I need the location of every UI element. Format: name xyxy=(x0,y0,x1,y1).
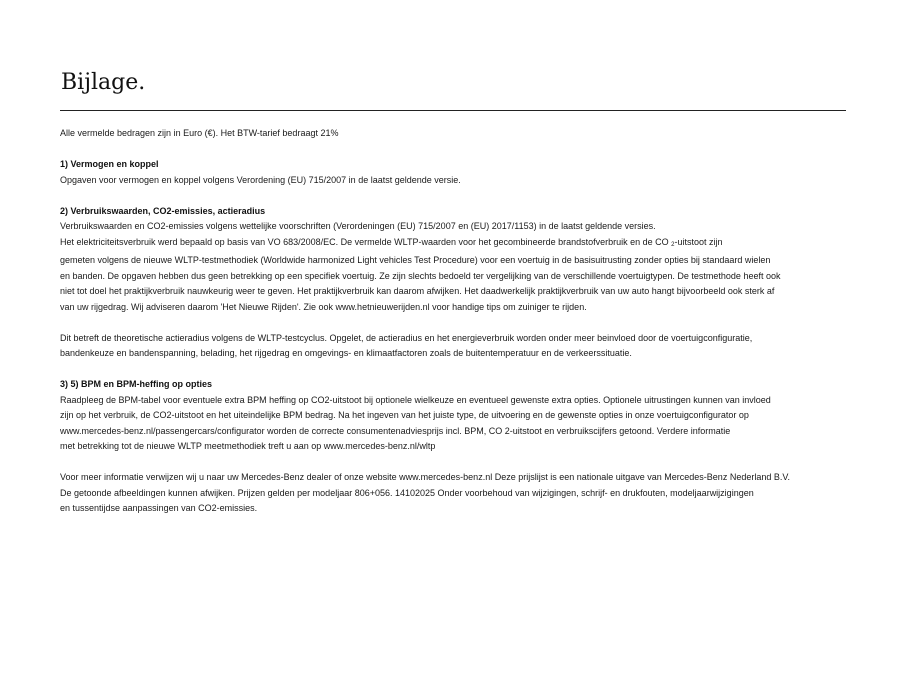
page-title: Bijlage. xyxy=(61,70,146,95)
section-3-line: met betrekking tot de nieuwe WLTP meetmethodiek treft u aan op www.mercedes-benz.nl/wltp xyxy=(60,441,436,451)
section-3-heading: 3) 5) BPM en BPM-heffing op opties xyxy=(60,379,212,389)
section-2-line: van uw rijgedrag. Wij adviseren daarom 'Het Nieuwe Rijden'. Zie ook www.hetnieuwerijden.nl voor handige tips om zuiniger te rijden. xyxy=(60,301,587,312)
section-2-range-line: bandenkeuze en bandenspanning, belading, het rijgedrag en omgevings- en klimaatfactoren zoals de buitentemperatuur en de verkeerssituatie. xyxy=(60,348,632,358)
section-2-range-line: Dit betreft de theoretische actieradius volgens de WLTP-testcyclus. Opgelet, de actieradius en het energieverbruik worden onder meer beinvloed door de voertuigconfiguratie, xyxy=(60,332,753,343)
section-1-heading: 1) Vermogen en koppel xyxy=(60,159,159,169)
section-1-line: Opgaven voor vermogen en koppel volgens Verordening (EU) 715/2007 in de laatst geldende versie. xyxy=(60,174,461,185)
spacer xyxy=(60,315,850,331)
footer-line: en tussentijdse aanpassingen van CO2-emissies. xyxy=(60,503,258,513)
spacer xyxy=(60,188,850,204)
subscript: 2 xyxy=(671,241,675,248)
title-divider xyxy=(60,110,846,111)
spacer xyxy=(60,455,850,471)
spacer xyxy=(60,362,850,378)
document-body xyxy=(60,126,850,517)
section-2-line: Verbruikswaarden en CO2-emissies volgens wettelijke voorschriften (Verordeningen (EU) 715/2007 en (EU) 2017/1153) in de laatst geldende versies. xyxy=(60,221,656,231)
spacer xyxy=(60,142,850,158)
text-fragment: Het elektriciteitsverbruik werd bepaald op basis van VO 683/2008/EC. De vermelde WLTP-waarden voor het gecombineerde brandstofverbruik en de CO xyxy=(60,236,672,247)
section-2-heading: 2) Verbruikswaarden, CO2-emissies, actieradius xyxy=(60,205,266,216)
text-fragment: -uitstoot zijn xyxy=(674,236,723,247)
section-2-line: niet tot doel het praktijkverbruik nauwkeurig weer te geven. Het praktijkverbruik kan daarom afwijken. Het daadwerkelijk praktijkverbruik van uw auto hangt bijvoorbeeld ook sterk af xyxy=(60,286,775,296)
footer-line: De getoonde afbeeldingen kunnen afwijken. Prijzen gelden per modeljaar 806+056. 14102025 Onder voorbehoud van wijzigingen, schrijf- en drukfouten, modeljaarwijzigingen xyxy=(60,487,754,498)
section-3-line: www.mercedes-benz.nl/passengercars/configurator worden de correcte consumentenadviesprijs incl. BPM, CO 2-uitstoot en verbruikscijfers getoond. Verdere informatie xyxy=(60,425,731,436)
section-3-line: zijn op het verbruik, de CO2-uitstoot en het uiteindelijke BPM bedrag. Na het ingeven van het juiste type, de uitvoering en de gewenste opties in onze voertuigconfigurator op xyxy=(60,410,749,420)
intro-text: Alle vermelde bedragen zijn in Euro (€). Het BTW-tarief bedraagt 21% xyxy=(60,128,339,138)
section-3-line: Raadpleeg de BPM-tabel voor eventuele extra BPM heffing op CO2-uitstoot bij optionele wielkeuze en eventueel gewenste extra opties. Optionele uitrustingen kunnen van invloed xyxy=(60,394,771,405)
section-2-line: en banden. De opgaven hebben dus geen betrekking op een specifiek voertuig. Ze zijn slechts bedoeld ter vergelijking van de verschillende voertuigtypen. De testmethode heeft ook xyxy=(60,270,781,281)
footer-line: Voor meer informatie verwijzen wij u naar uw Mercedes-Benz dealer of onze website www.mercedes-benz.nl Deze prijslijst is een nationale uitgave van Mercedes-Benz Nederland B.V. xyxy=(60,472,791,482)
section-2-line xyxy=(60,235,850,254)
section-2-line: gemeten volgens de nieuwe WLTP-testmethodiek (Worldwide harmonized Light vehicles Test Procedure) voor een voertuig in de basisuitrusting zonder opties bij standaard wielen xyxy=(60,255,771,265)
